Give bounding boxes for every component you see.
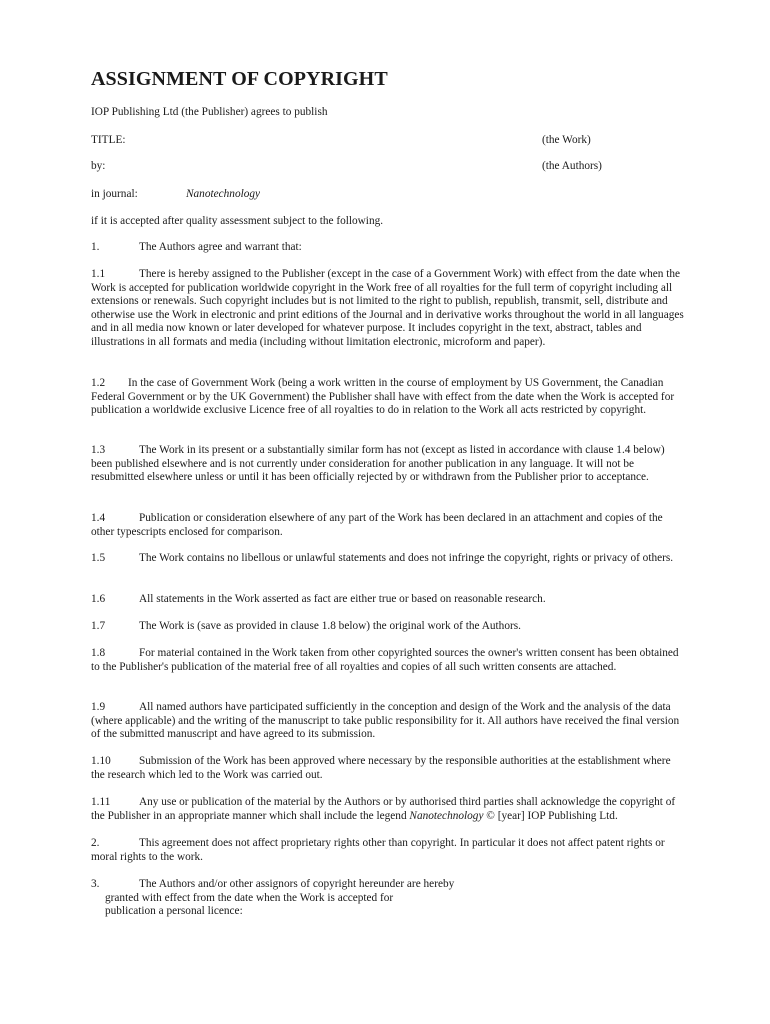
authors-field-label: by:: [91, 160, 106, 172]
journal-name: Nanotechnology: [186, 188, 261, 200]
clause-number: 1.10: [91, 755, 111, 767]
clause-journal-name: Nanotechnology: [409, 809, 484, 822]
clause-text: There is hereby assigned to the Publisher (except in the case of a Government Work) with effect from the date when the Work is accepted for publication worldwide copyright in the Work free of all royalties for the full term of copyright including all extensions or renewals. Such copyright includes but is not limited to the right to publish, republish, transmit, sell, distribute and otherwise use the Work in electronic and print editions of the Journal and in derivative works throughout the world in all languages and in all media now known or later developed for whatever purpose. It includes copyright in the text, abstract, tables and illustrations in all formats and media (including without limitation electronic, microform and paper).: [91, 268, 684, 348]
clause-text: For material contained in the Work taken from other copyrighted sources the owner's written consent has been obtained to the Publisher's publication of the material free of all royalties and copies of all such written consents are attached.: [91, 647, 679, 673]
clause-1-6: [91, 593, 687, 607]
clause-number: 1.3: [91, 444, 106, 456]
clause-text: All named authors have participated sufficiently in the conception and design of the Work and the analysis of the data (where applicable) and the writing of the manuscript to take public responsibility for it. All authors have received the final version of the submitted manuscript and have agreed to its submission.: [91, 701, 680, 740]
title-field-label: TITLE:: [91, 134, 126, 146]
clause-number: 2.: [91, 837, 100, 849]
clause-number: 1.11: [91, 796, 111, 808]
clause-1-11: [91, 796, 687, 823]
clause-1-3: [91, 444, 687, 485]
clause-text: All statements in the Work asserted as fact are either true or based on reasonable research.: [139, 593, 546, 605]
title-field-note: (the Work): [542, 134, 591, 146]
document-title: ASSIGNMENT OF COPYRIGHT: [91, 68, 388, 90]
clause-number: 1.5: [91, 552, 106, 564]
clause-1-5: [91, 552, 687, 566]
clause-number: 1.7: [91, 620, 106, 632]
clause-number: 1.4: [91, 512, 106, 524]
clause-1-8: [91, 647, 687, 674]
intro-text: IOP Publishing Ltd (the Publisher) agrees to publish: [91, 106, 328, 118]
clause-text: In the case of Government Work (being a work written in the course of employment by US Government, the Canadian Federal Government or by the UK Government) the Publisher shall have with effect from the date when the Work is accepted for publication a worldwide exclusive Licence free of all royalties to do in relation to the Work all acts restricted by copyright.: [91, 377, 675, 416]
clause-text-line-2: granted with effect from the date when the Work is accepted for: [105, 891, 394, 904]
clause-text: The Work in its present or a substantially similar form has not (except as listed in accordance with clause 1.4 below) been published elsewhere and is not currently under consideration for another publication in any language. It will not be resubmitted elsewhere unless or until it has been officially rejected by or withdrawn from the Publisher prior to acceptance.: [91, 444, 665, 483]
clause-number: 3.: [91, 878, 100, 890]
clause-3: [91, 878, 687, 919]
clause-text: Submission of the Work has been approved where necessary by the responsible authorities at the establishment where the research which led to the Work was carried out.: [91, 755, 671, 781]
clause-number: 1.8: [91, 647, 106, 659]
clause-1-2: [91, 377, 687, 418]
clause-number: 1.9: [91, 701, 106, 713]
clause-1-7: [91, 620, 687, 634]
authors-field-note: (the Authors): [542, 160, 602, 172]
clause-1-1: [91, 268, 687, 349]
journal-field-label: in journal:: [91, 188, 138, 200]
clause-text-line-3: publication a personal licence:: [105, 905, 243, 917]
condition-text: if it is accepted after quality assessment subject to the following.: [91, 215, 384, 227]
clause-text: The Work is (save as provided in clause 1.8 below) the original work of the Authors.: [139, 620, 521, 632]
clause-text-tail: © [year] IOP Publishing Ltd.: [483, 809, 618, 822]
clause-number: 1.6: [91, 593, 106, 605]
clause-number: 1.1: [91, 268, 106, 280]
clause-text: The Authors and/or other assignors of copyright hereunder are hereby: [139, 878, 455, 890]
clause-1-10: [91, 755, 687, 782]
clause-number: 1.2: [91, 377, 106, 389]
clause-1: [91, 241, 687, 255]
clause-text: The Authors agree and warrant that:: [139, 241, 302, 253]
clause-text: This agreement does not affect proprietary rights other than copyright. In particular it does not affect patent rights or moral rights to the work.: [91, 837, 665, 863]
clause-1-9: [91, 701, 687, 742]
clause-2: [91, 837, 687, 864]
clause-1-4: [91, 512, 687, 539]
clause-text: The Work contains no libellous or unlawful statements and does not infringe the copyright, rights or privacy of others.: [139, 552, 674, 564]
clause-number: 1.: [91, 241, 100, 253]
clause-text: Any use or publication of the material by the Authors or by authorised third parties shall acknowledge the copyright of the Publisher in an appropriate manner which shall include the legend: [91, 796, 676, 822]
clause-text: Publication or consideration elsewhere of any part of the Work has been declared in an attachment and copies of the other typescripts enclosed for comparison.: [91, 512, 663, 538]
